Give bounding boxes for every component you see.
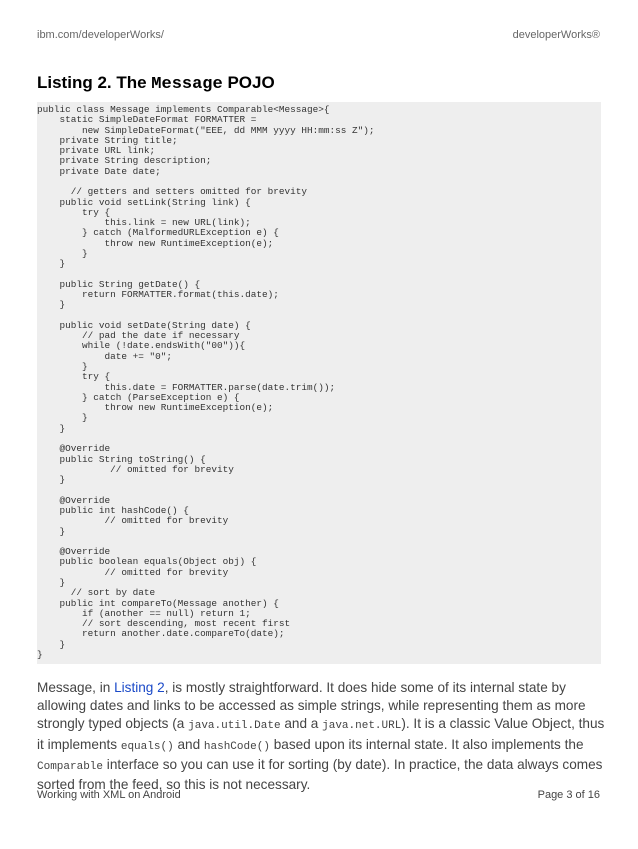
para-text-1: Message, in <box>37 680 115 695</box>
code-equals: equals() <box>120 740 174 753</box>
para-text-6: based upon its internal state. It also implements the <box>269 736 584 752</box>
para-text-2: , is mostly straightforward. It does hide some of its internal state by allowing dates and links to be accessed as simple strings, while representing them as more strongly typed objects (a <box>37 680 586 732</box>
para-text-5: and <box>173 736 204 752</box>
header-brand: developerWorks® <box>512 29 600 41</box>
header-site-url: ibm.com/developerWorks/ <box>37 29 164 41</box>
code-java-util-date: java.util.Date <box>188 720 281 733</box>
para-text-4: ). It is a classic Value Object, thus it implements <box>37 716 605 752</box>
listing-2-link[interactable]: Listing 2 <box>114 680 165 695</box>
code-listing <box>37 102 601 664</box>
code-comparable: Comparable <box>37 760 104 773</box>
code-hashcode: hashCode() <box>203 740 270 753</box>
para-text-3: and a <box>280 716 323 732</box>
listing-title-prefix: Listing 2. The <box>37 73 152 92</box>
code-java-net-url: java.net.URL <box>322 720 402 733</box>
para-text-7: interface so you can use it for sorting (by date). In practice, the data always comes sorted from the feed, so this is not necessary. <box>37 756 603 793</box>
code-text: public class Message implements Comparable<Message>{ static SimpleDateFormat FORMATTER = new SimpleDateFormat("EEE, dd MMM yyyy HH:mm:ss Z"); private String title; private URL link; private String description; private Date date; // getters and setters omitted for brevity public void setLink(String link) { try { this.link = new URL(link); } catch (MalformedURLException e) { throw new RuntimeException(e); } } public String getDate() { return FORMATTER.format(this.date); } public void setDate(String date) { // pad the date if necessary while (!date.endsWith("00")){ date += "0"; } try { this.date = FORMATTER.parse(date.trim()); } catch (ParseException e) { throw new RuntimeException(e); } } @Override public String toString() { // omitted for brevity } @Override public int hashCode() { // omitted for brevity } @Override public boolean equals(Object obj) { // omitted for brevity } // sort by date public int compareTo(Message another) { if (another == null) return 1; // sort descending, most recent first return another.date.compareTo(date); } } <box>37 104 375 660</box>
footer-article-title: Working with XML on Android <box>37 789 181 801</box>
footer-page-number: Page 3 of 16 <box>537 789 600 801</box>
listing-title-suffix: POJO <box>222 73 275 92</box>
body-paragraph <box>37 679 605 794</box>
listing-title-code: Message <box>151 75 223 94</box>
listing-title <box>37 73 275 94</box>
